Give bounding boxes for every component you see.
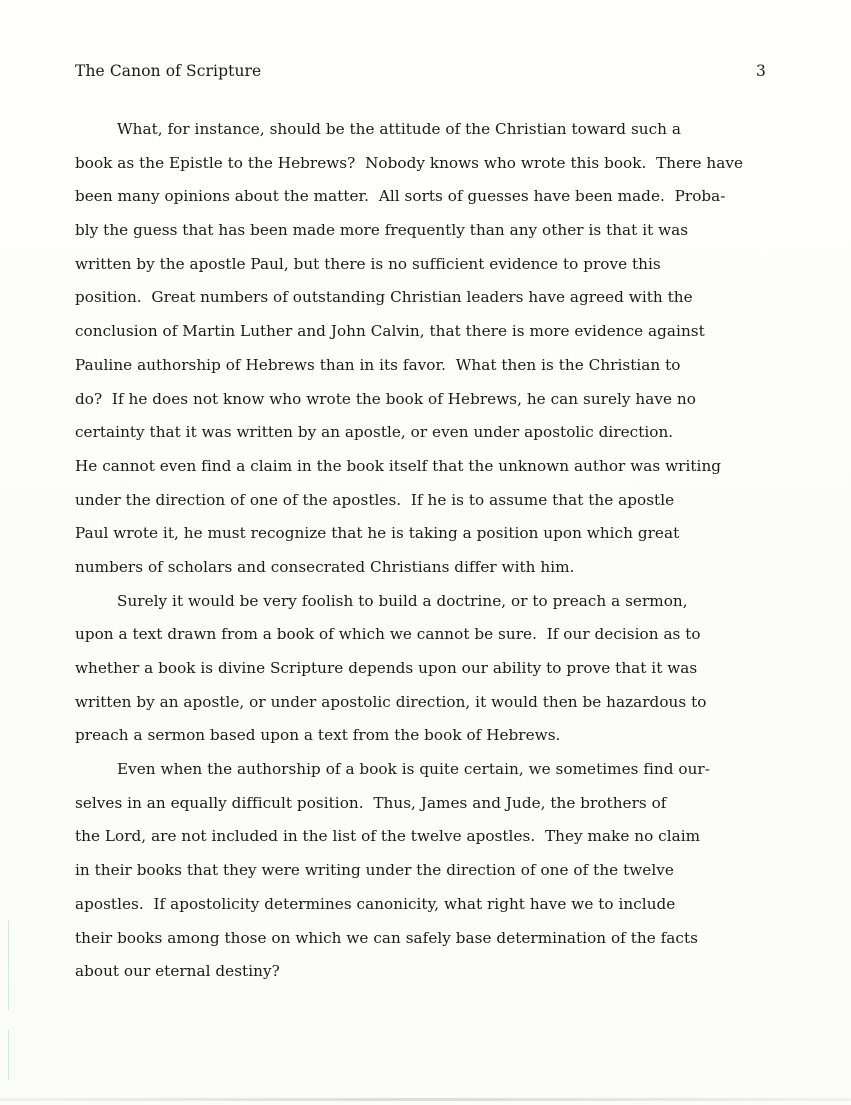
text-line: the Lord, are not included in the list of the twelve apostles. They make no claim [75, 827, 701, 846]
body-text [75, 113, 775, 989]
text-line: under the direction of one of the apostles. If he is to assume that the apostle [75, 490, 675, 509]
text-line: whether a book is divine Scripture depends upon our ability to prove that it was [75, 659, 698, 677]
scan-edge-mark [8, 920, 9, 1010]
text-line: selves in an equally difficult position. Thus, James and Jude, the brothers of [75, 793, 667, 812]
text-line: written by an apostle, or under apostolic direction, it would then be hazardous to [75, 692, 707, 711]
text-line: numbers of scholars and consecrated Christians differ with him. [75, 557, 575, 576]
text-line: Pauline authorship of Hebrews than in its favor. What then is the Christian to [75, 355, 681, 374]
text-line: What, for instance, should be the attitude of the Christian toward such a [117, 120, 681, 138]
text-line: conclusion of Martin Luther and John Calvin, that there is more evidence against [75, 322, 705, 341]
text-line: certainty that it was written by an apostle, or even under apostolic direction. [75, 423, 674, 442]
text-line: their books among those on which we can safely base determination of the facts [75, 928, 698, 947]
text-line: bly the guess that has been made more frequently than any other is that it was [75, 221, 689, 240]
text-line: written by the apostle Paul, but there is no sufficient evidence to prove this [75, 254, 661, 273]
paragraph [75, 585, 775, 753]
text-line: book as the Epistle to the Hebrews? Nobody knows who wrote this book. There have [75, 153, 744, 172]
paragraph [75, 113, 775, 585]
text-line: in their books that they were writing under the direction of one of the twelve [75, 861, 674, 880]
text-line: about our eternal destiny? [75, 962, 280, 981]
text-line: do? If he does not know who wrote the book of Hebrews, he can surely have no [75, 389, 696, 408]
text-line: Paul wrote it, he must recognize that he is taking a position upon which great [75, 524, 680, 543]
page-number: 3 [756, 62, 766, 80]
paragraph [75, 753, 775, 989]
text-line: Surely it would be very foolish to build a doctrine, or to preach a sermon, [117, 591, 688, 610]
scan-bottom-shadow [0, 1098, 851, 1101]
text-line: upon a text drawn from a book of which we cannot be sure. If our decision as to [75, 625, 701, 644]
text-line: been many opinions about the matter. All sorts of guesses have been made. Proba- [75, 187, 726, 206]
text-line: apostles. If apostolicity determines canonicity, what right have we to include [75, 894, 676, 913]
running-header-title: The Canon of Scripture [75, 62, 262, 80]
scan-edge-mark [8, 1030, 9, 1080]
text-line: Even when the authorship of a book is quite certain, we sometimes find our- [117, 760, 710, 779]
text-line: preach a sermon based upon a text from the book of Hebrews. [75, 726, 561, 745]
text-line: He cannot even find a claim in the book itself that the unknown author was writing [75, 456, 722, 475]
text-line: position. Great numbers of outstanding Christian leaders have agreed with the [75, 288, 693, 307]
